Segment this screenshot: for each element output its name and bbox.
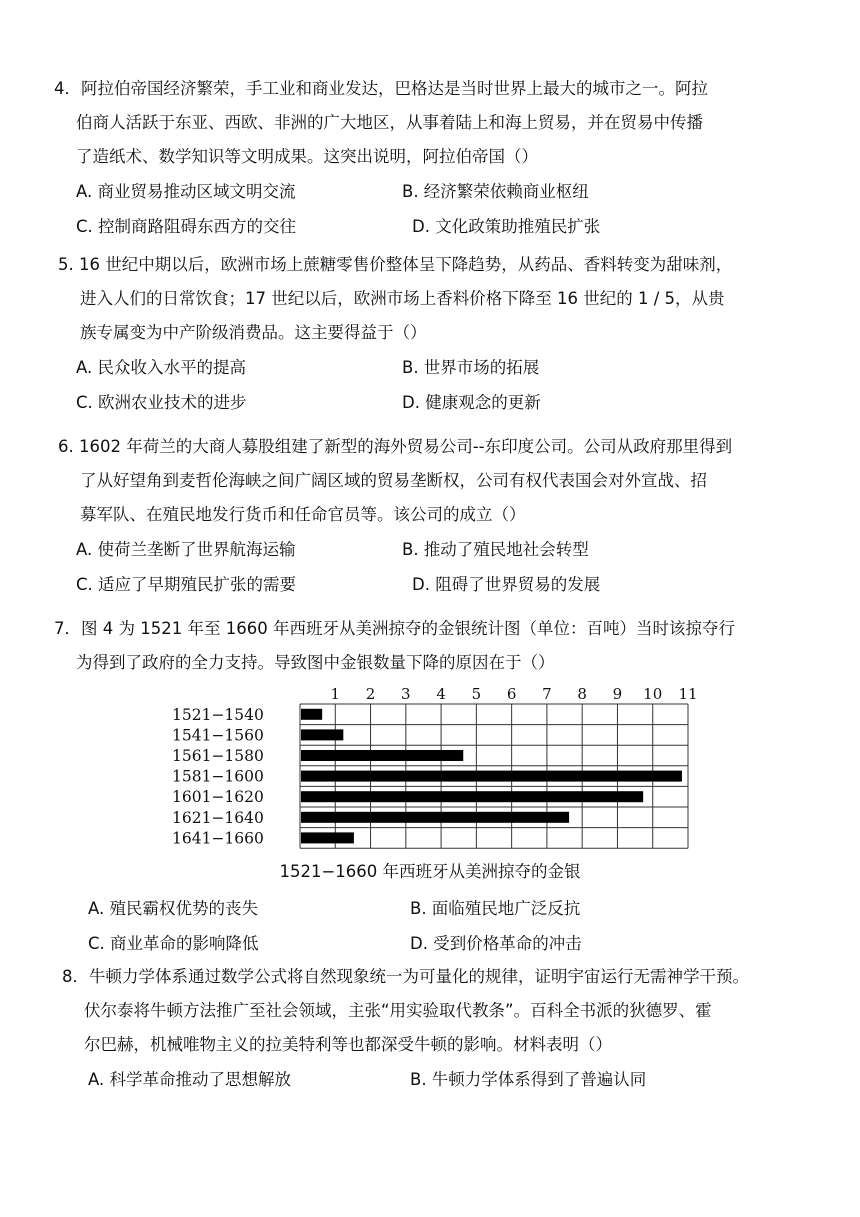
chart-title: 1521−1660 年西班牙从美洲掠夺的金银 — [279, 862, 581, 881]
question-7 — [54, 612, 735, 680]
option-c: C. 适应了早期殖民扩张的需要 — [76, 575, 297, 594]
category-label: 1541−1560 — [172, 726, 264, 745]
x-tick-label: 6 — [506, 685, 517, 703]
stem-line: 伏尔泰将牛顿方法推广至社会领域，主张“用实验取代教条”。百科全书派的狄德罗、霍 — [84, 1001, 712, 1020]
question-stem — [54, 72, 762, 174]
question-7-options — [88, 891, 770, 961]
option-a: A. 殖民霸权优势的丧失 — [88, 899, 258, 918]
stem-line: 7．图 4 为 1521 年至 1660 年西班牙从美洲掠夺的金银统计图（单位：百吨）当时该掠夺行 — [54, 619, 735, 638]
x-tick-label: 3 — [401, 685, 411, 703]
category-label: 1521−1540 — [172, 705, 264, 724]
bar — [301, 812, 569, 823]
option-b: B. 牛顿力学体系得到了普遍认同 — [410, 1070, 647, 1089]
category-label: 1561−1580 — [172, 747, 264, 765]
x-tick-label: 4 — [436, 685, 446, 703]
option-c: C. 控制商路阻碍东西方的交往 — [76, 217, 297, 236]
x-tick-label: 9 — [612, 685, 623, 703]
options — [58, 532, 762, 602]
option-c: C. 欧洲农业技术的进步 — [76, 393, 247, 412]
x-tick-label: 8 — [577, 685, 587, 703]
stem-line: 了从好望角到麦哲伦海峡之间广阔区域的贸易垄断权，公司有权代表国会对外宣战、招 — [80, 471, 707, 490]
stem-line: 伯商人活跃于东亚、西欧、非洲的广大地区，从事着陆上和海上贸易，并在贸易中传播 — [76, 113, 703, 132]
option-c: C. 商业革命的影响降低 — [88, 934, 259, 953]
stem-line: 4．阿拉伯帝国经济繁荣，手工业和商业发达，巴格达是当时世界上最大的城市之一。阿拉 — [54, 79, 708, 98]
option-d: D. 文化政策助推殖民扩张 — [412, 217, 601, 236]
question-4 — [54, 72, 762, 244]
question-stem — [62, 960, 770, 1062]
options — [62, 1062, 770, 1097]
option-a: A. 使荷兰垄断了世界航海运输 — [76, 540, 296, 559]
x-tick-label: 1 — [330, 685, 341, 703]
options — [58, 350, 762, 420]
stem-line: 了造纸术、数学知识等文明成果。这突出说明，阿拉伯帝国（） — [76, 147, 538, 166]
bar — [301, 791, 643, 802]
option-b: B. 推动了殖民地社会转型 — [402, 540, 589, 559]
bar — [301, 729, 343, 740]
stem-line: 尔巴赫，机械唯物主义的拉美特利等也都深受牛顿的影响。材料表明（） — [84, 1035, 612, 1054]
option-a: A. 商业贸易推动区域文明交流 — [76, 182, 296, 201]
bar — [301, 750, 463, 761]
x-tick-label: 2 — [365, 685, 376, 703]
option-d: D. 阻碍了世界贸易的发展 — [412, 575, 601, 594]
options — [54, 174, 762, 244]
stem-line: 5. 16 世纪中期以后，欧洲市场上蔗糖零售价整体呈下降趋势，从药品、香料转变为甜味剂， — [58, 255, 733, 274]
category-label: 1641−1660 — [172, 829, 264, 848]
bar — [301, 709, 322, 720]
stem-line: 6. 1602 年荷兰的大商人募股组建了新型的海外贸易公司--东印度公司。公司从政府那里得到 — [58, 437, 733, 456]
stem-line: 进入人们的日常饮食；17 世纪以后，欧洲市场上香料价格下降至 16 世纪的 1 / 5，从贵 — [80, 289, 725, 308]
question-8 — [62, 960, 770, 1097]
stem-line: 募军队、在殖民地发行货币和任命官员等。该公司的成立（） — [80, 505, 526, 524]
question-stem — [58, 248, 762, 350]
question-stem — [54, 612, 735, 680]
option-b: B. 面临殖民地广泛反抗 — [410, 899, 581, 918]
x-tick-label: 11 — [678, 685, 698, 703]
x-tick-label: 10 — [643, 685, 663, 703]
bar — [301, 832, 354, 843]
category-label: 1601−1620 — [172, 788, 264, 807]
stem-line: 族专属变为中产阶级消费品。这主要得益于（） — [80, 323, 427, 342]
question-5 — [58, 248, 762, 420]
stem-line: 为得到了政府的全力支持。导致图中金银数量下降的原因在于（） — [76, 653, 555, 672]
x-tick-label: 7 — [542, 685, 552, 703]
bar — [301, 771, 682, 782]
category-label: 1621−1640 — [172, 808, 264, 827]
option-b: B. 经济繁荣依赖商业枢纽 — [402, 182, 589, 201]
x-tick-label: 5 — [471, 685, 482, 703]
gold-silver-bar-chart — [168, 684, 708, 852]
option-b: B. 世界市场的拓展 — [402, 358, 540, 377]
option-a: A. 科学革命推动了思想解放 — [88, 1070, 291, 1089]
option-d: D. 受到价格革命的冲击 — [410, 934, 582, 953]
option-a: A. 民众收入水平的提高 — [76, 358, 246, 377]
question-stem — [58, 430, 762, 532]
stem-line: 8．牛顿力学体系通过数学公式将自然现象统一为可量化的规律，证明宇宙运行无需神学干预。 — [62, 967, 749, 986]
category-label: 1581−1600 — [172, 767, 264, 786]
option-d: D. 健康观念的更新 — [402, 393, 541, 412]
question-6 — [58, 430, 762, 602]
options — [88, 891, 770, 961]
